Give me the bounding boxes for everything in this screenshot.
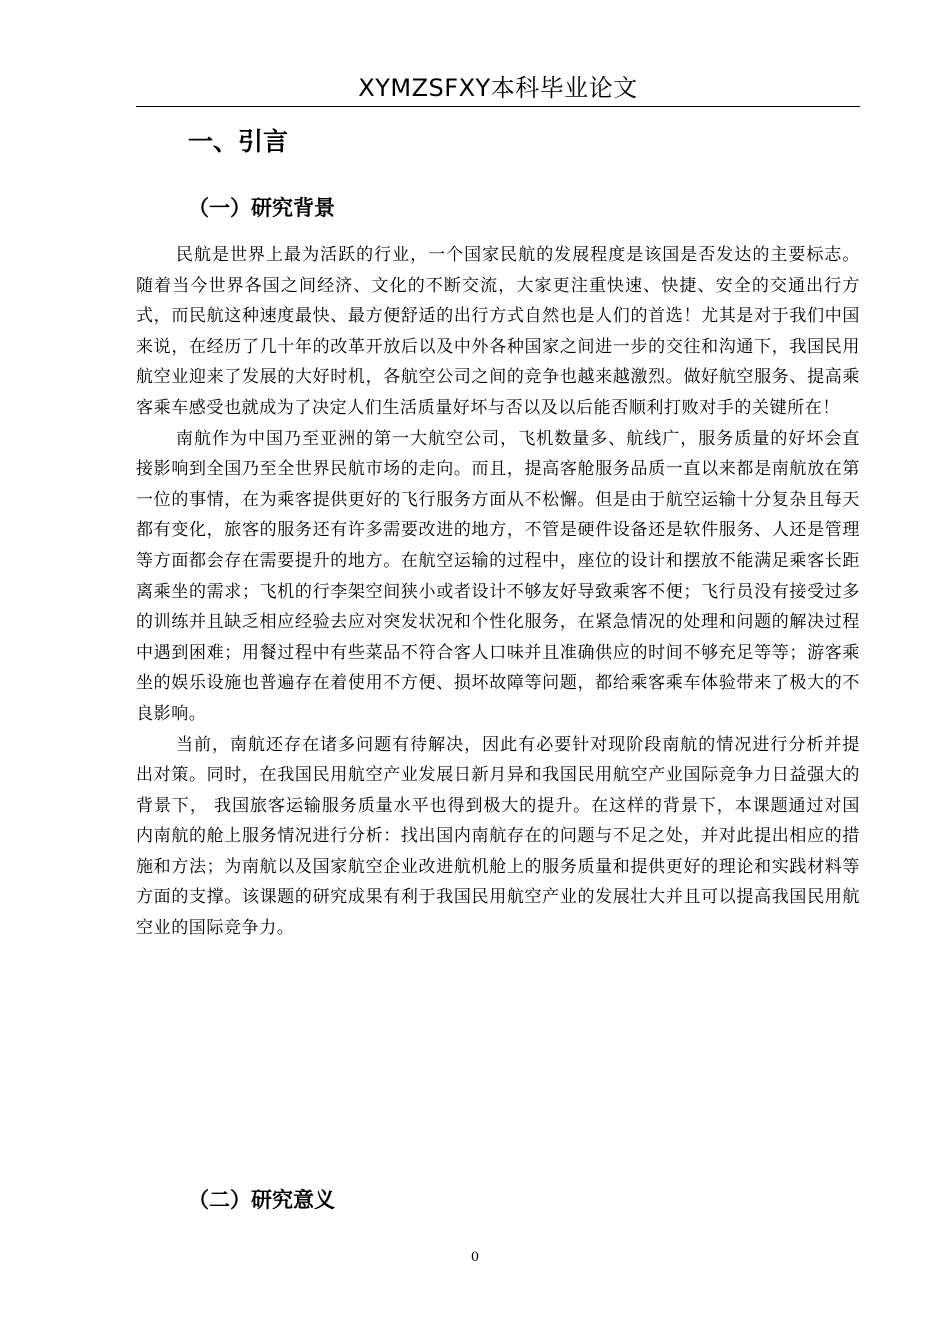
paragraph: 南航作为中国乃至亚洲的第一大航空公司，飞机数量多、航线广，服务质量的好坏会直接影响到全国乃至全世界民航市场的走向。而且，提高客舱服务品质一直以来都是南航放在第一位的事情，在为乘客提供更好的飞行服务方面从不松懈。但是由于航空运输十分复杂且每天都有变化，旅客的服务还有许多需要改进的地方，不管是硬件设备还是软件服务、人还是管理等方面都会存在需要提升的地方。在航空运输的过程中，座位的设计和摆放不能满足乘客长距离乘坐的需求；飞机的行李架空间狭小或者设计不够友好导致乘客不便；飞行员没有接受过多的训练并且缺乏相应经验去应对突发状况和个性化服务，在紧急情况的处理和问题的解决过程中遇到困难；用餐过程中有些菜品不符合客人口味并且准确供应的时间不够充足等等；游客乘坐的娱乐设施也普遍存在着使用不方便、损坏故障等问题，都给乘客乘车体验带来了极大的不良影响。 [136, 428, 860, 724]
section-title: 一、引言 [188, 127, 289, 156]
page-header [136, 70, 860, 107]
paragraph: 民航是世界上最为活跃的行业，一个国家民航的发展程度是该国是否发达的主要标志。随着当今世界各国之间经济、文化的不断交流，大家更注重快速、快捷、安全的交通出行方式，而民航这种速度最快、最方便舒适的出行方式自然也是人们的首选！尤其是对于我们中国来说，在经历了几十年的改革开放后以及中外各种国家之间进一步的交往和沟通下，我国民用航空业迎来了发展的大好时机，各航空公司之间的竞争也越来越激烈。做好航空服务、提高乘客乘车感受也就成为了决定人们生活质量好坏与否以及以后能否顺利打败对手的关键所在！ [136, 245, 860, 418]
header-title: XYMZSFXY本科毕业论文 [358, 74, 638, 102]
page-number: 0 [470, 1250, 480, 1265]
paragraph: 当前，南航还存在诸多问题有待解决，因此有必要针对现阶段南航的情况进行分析并提出对策。同时，在我国民用航空产业发展日新月异和我国民用航空产业国际竞争力日益强大的背景下， 我国旅客运输服务质量水平也得到极大的提升。在这样的背景下，本课题通过对国内南航的舱上服务情况进行分析：找出国内南航存在的问题与不足之处，并对此提出相应的措施和方法；为南航以及国家航空企业改进航机舱上的服务质量和提供更好的理论和实践材料等方面的支撑。该课题的研究成果有利于我国民用航空产业的发展壮大并且可以提高我国民用航空业的国际竞争力。 [136, 734, 860, 939]
subsection-title-background: （一）研究背景 [188, 196, 335, 220]
body-text [136, 240, 860, 944]
subsection-title-significance: （二）研究意义 [188, 1188, 335, 1212]
